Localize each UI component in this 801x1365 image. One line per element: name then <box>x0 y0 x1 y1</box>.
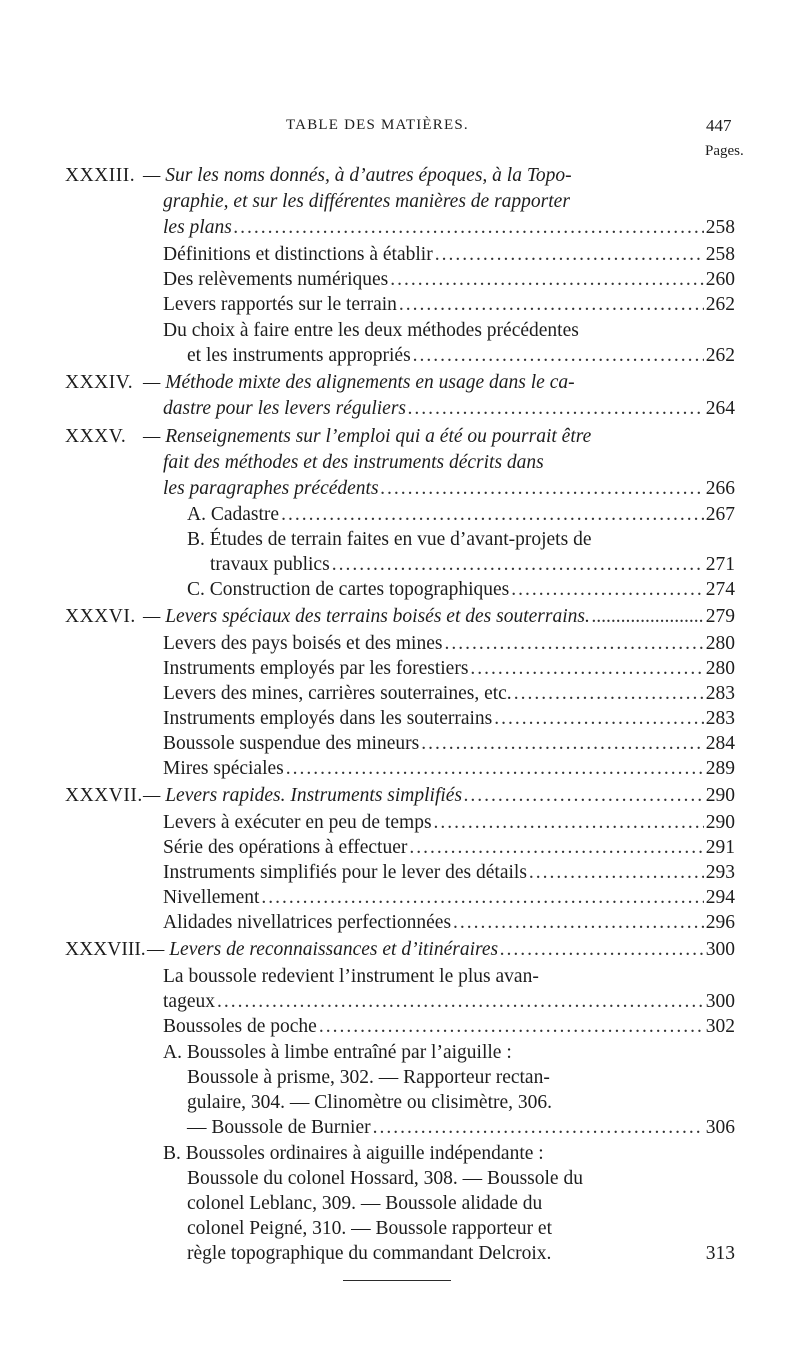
entry-page: 258 <box>705 217 735 238</box>
entry-text: règle topographique du commandant Delcroix. <box>187 1243 552 1264</box>
entry-text: les paragraphes précédents <box>163 478 379 499</box>
toc-entry: — Sur les noms donnés, à d’autres époques, à la Topo- <box>143 165 572 186</box>
toc-entry: colonel Peigné, 310. — Boussole rapporteur et <box>187 1218 553 1239</box>
entry-page: 306 <box>705 1117 735 1138</box>
pages-label: Pages. <box>705 143 744 159</box>
toc-entry <box>163 477 735 501</box>
toc-entry <box>163 707 735 731</box>
entry-page: 266 <box>705 478 735 499</box>
dot-leader <box>500 938 704 962</box>
dot-leader <box>592 605 704 629</box>
entry-text: Série des opérations à effectuer <box>163 837 408 858</box>
toc-entry <box>187 578 735 602</box>
end-rule <box>343 1280 451 1281</box>
entry-page: 289 <box>705 758 735 779</box>
dot-leader <box>261 886 703 910</box>
entry-page: 296 <box>705 912 735 933</box>
entry-page: 274 <box>705 579 735 600</box>
entry-text: Levers à exécuter en peu de temps <box>163 812 432 833</box>
entry-text: Nivellement <box>163 887 260 908</box>
entry-page: 291 <box>705 837 735 858</box>
chapter-number: XXXV. <box>65 426 127 447</box>
entry-page: 302 <box>705 1016 735 1037</box>
entry-page: 290 <box>705 812 735 833</box>
entry-text: — Levers spéciaux des terrains boisés et des souterrains. <box>143 606 590 627</box>
dot-leader <box>390 268 703 292</box>
toc-entry <box>163 911 735 935</box>
toc-entry <box>163 861 735 885</box>
entry-text: Des relèvements numériques <box>163 269 389 290</box>
dot-leader <box>464 784 704 808</box>
entry-page: 313 <box>705 1243 735 1264</box>
toc-entry: A. Boussoles à limbe entraîné par l’aiguille : <box>163 1042 512 1063</box>
entry-page: 300 <box>705 991 735 1012</box>
dot-leader <box>470 657 703 681</box>
toc-entry <box>143 605 735 629</box>
dot-leader <box>408 397 704 421</box>
entry-text: et les instruments appropriés <box>187 345 411 366</box>
toc-entry <box>163 1015 735 1039</box>
entry-text: Boussoles de poche <box>163 1016 317 1037</box>
entry-text: Levers rapportés sur le terrain <box>163 294 397 315</box>
entry-page: 267 <box>705 504 735 525</box>
dot-leader <box>409 836 703 860</box>
dot-leader <box>434 811 704 835</box>
running-title: TABLE DES MATIÈRES. <box>286 117 469 133</box>
toc-entry: graphie, et sur les différentes manières de rapporter <box>163 191 570 212</box>
toc-entry <box>163 397 735 421</box>
toc-entry <box>187 1242 735 1266</box>
entry-text: — Boussole de Burnier <box>187 1117 371 1138</box>
entry-text: — Levers rapides. Instruments simplifiés <box>143 785 463 806</box>
dot-leader <box>421 732 704 756</box>
toc-entry <box>163 657 735 681</box>
entry-text: C. Construction de cartes topographiques <box>187 579 510 600</box>
dot-leader <box>444 632 703 656</box>
toc-entry <box>187 344 735 368</box>
toc-entry <box>163 757 735 781</box>
toc-entry <box>163 836 735 860</box>
chapter-number: XXXVIII. <box>65 939 146 960</box>
chapter-number: XXXVII. <box>65 785 143 806</box>
dot-leader <box>319 1015 704 1039</box>
toc-entry <box>163 632 735 656</box>
entry-text: Définitions et distinctions à établir <box>163 244 433 265</box>
toc-entry <box>163 990 735 1014</box>
dot-leader <box>529 861 704 885</box>
toc-entry: fait des méthodes et des instruments décrits dans <box>163 452 544 473</box>
toc-entry: B. Études de terrain faites en vue d’avant-projets de <box>187 529 592 550</box>
entry-page: 293 <box>705 862 735 883</box>
entry-page: 284 <box>705 733 735 754</box>
toc-entry <box>163 293 735 317</box>
dot-leader <box>381 477 704 501</box>
entry-text: Mires spéciales <box>163 758 284 779</box>
dot-leader <box>332 553 704 577</box>
toc-entry: colonel Leblanc, 309. — Boussole alidade du <box>187 1193 543 1214</box>
entry-text: Instruments employés par les forestiers <box>163 658 469 679</box>
dot-leader <box>234 216 704 240</box>
chapter-number: XXXIII. <box>65 165 136 186</box>
entry-page: 290 <box>705 785 735 806</box>
toc-entry: Boussole à prisme, 302. — Rapporteur rectan- <box>187 1067 550 1088</box>
entry-page: 271 <box>705 554 735 575</box>
toc-entry <box>163 886 735 910</box>
toc-entry <box>163 216 735 240</box>
toc-entry: — Méthode mixte des alignements en usage dans le ca- <box>143 372 575 393</box>
entry-page: 300 <box>705 939 735 960</box>
entry-text: Levers des pays boisés et des mines <box>163 633 443 654</box>
toc-entry: — Renseignements sur l’emploi qui a été ou pourrait être <box>143 426 592 447</box>
dot-leader <box>514 682 704 706</box>
toc-entry <box>163 732 735 756</box>
dot-leader <box>511 578 704 602</box>
dot-leader <box>413 344 704 368</box>
entry-page: 262 <box>705 345 735 366</box>
dot-leader <box>217 990 704 1014</box>
toc-entry: B. Boussoles ordinaires à aiguille indépendante : <box>163 1143 544 1164</box>
entry-text: Instruments employés dans les souterrains <box>163 708 493 729</box>
entry-page: 258 <box>705 244 735 265</box>
toc-entry: Du choix à faire entre les deux méthodes précédentes <box>163 320 579 341</box>
dot-leader <box>286 757 704 781</box>
toc-entry <box>143 784 735 808</box>
toc-entry: gulaire, 304. — Clinomètre ou clisimètre, 306. <box>187 1092 553 1113</box>
entry-text: les plans <box>163 217 232 238</box>
entry-page: 279 <box>705 606 735 627</box>
entry-text: — Levers de reconnaissances et d’itinéraires <box>147 939 499 960</box>
dot-leader <box>281 503 704 527</box>
entry-page: 280 <box>705 633 735 654</box>
dot-leader <box>435 243 704 267</box>
page-number: 447 <box>706 116 732 135</box>
toc-entry <box>210 553 735 577</box>
toc-entry <box>187 1116 735 1140</box>
entry-page: 283 <box>705 683 735 704</box>
chapter-number: XXXVI. <box>65 606 136 627</box>
entry-text: tageux <box>163 991 215 1012</box>
entry-text: travaux publics <box>210 554 330 575</box>
toc-entry <box>163 243 735 267</box>
dot-leader <box>494 707 703 731</box>
toc-entry <box>163 811 735 835</box>
entry-page: 283 <box>705 708 735 729</box>
dot-leader <box>373 1116 704 1140</box>
toc-entry <box>187 503 735 527</box>
toc-entry <box>163 682 735 706</box>
dot-leader <box>399 293 704 317</box>
toc-entry: La boussole redevient l’instrument le plus avan- <box>163 966 539 987</box>
entry-page: 294 <box>705 887 735 908</box>
entry-page: 280 <box>705 658 735 679</box>
entry-text: Alidades nivellatrices perfectionnées <box>163 912 452 933</box>
dot-leader <box>453 911 704 935</box>
entry-text: Instruments simplifiés pour le lever des détails <box>163 862 527 883</box>
entry-text: Levers des mines, carrières souterraines, etc. <box>163 683 512 704</box>
chapter-number: XXXIV. <box>65 372 134 393</box>
toc-entry: Boussole du colonel Hossard, 308. — Boussole du <box>187 1168 583 1189</box>
toc-entry <box>163 268 735 292</box>
entry-page: 264 <box>705 398 735 419</box>
entry-text: A. Cadastre <box>187 504 280 525</box>
entry-text: Boussole suspendue des mineurs <box>163 733 420 754</box>
entry-page: 260 <box>705 269 735 290</box>
entry-page: 262 <box>705 294 735 315</box>
entry-text: dastre pour les levers réguliers <box>163 398 406 419</box>
toc-entry <box>147 938 735 962</box>
